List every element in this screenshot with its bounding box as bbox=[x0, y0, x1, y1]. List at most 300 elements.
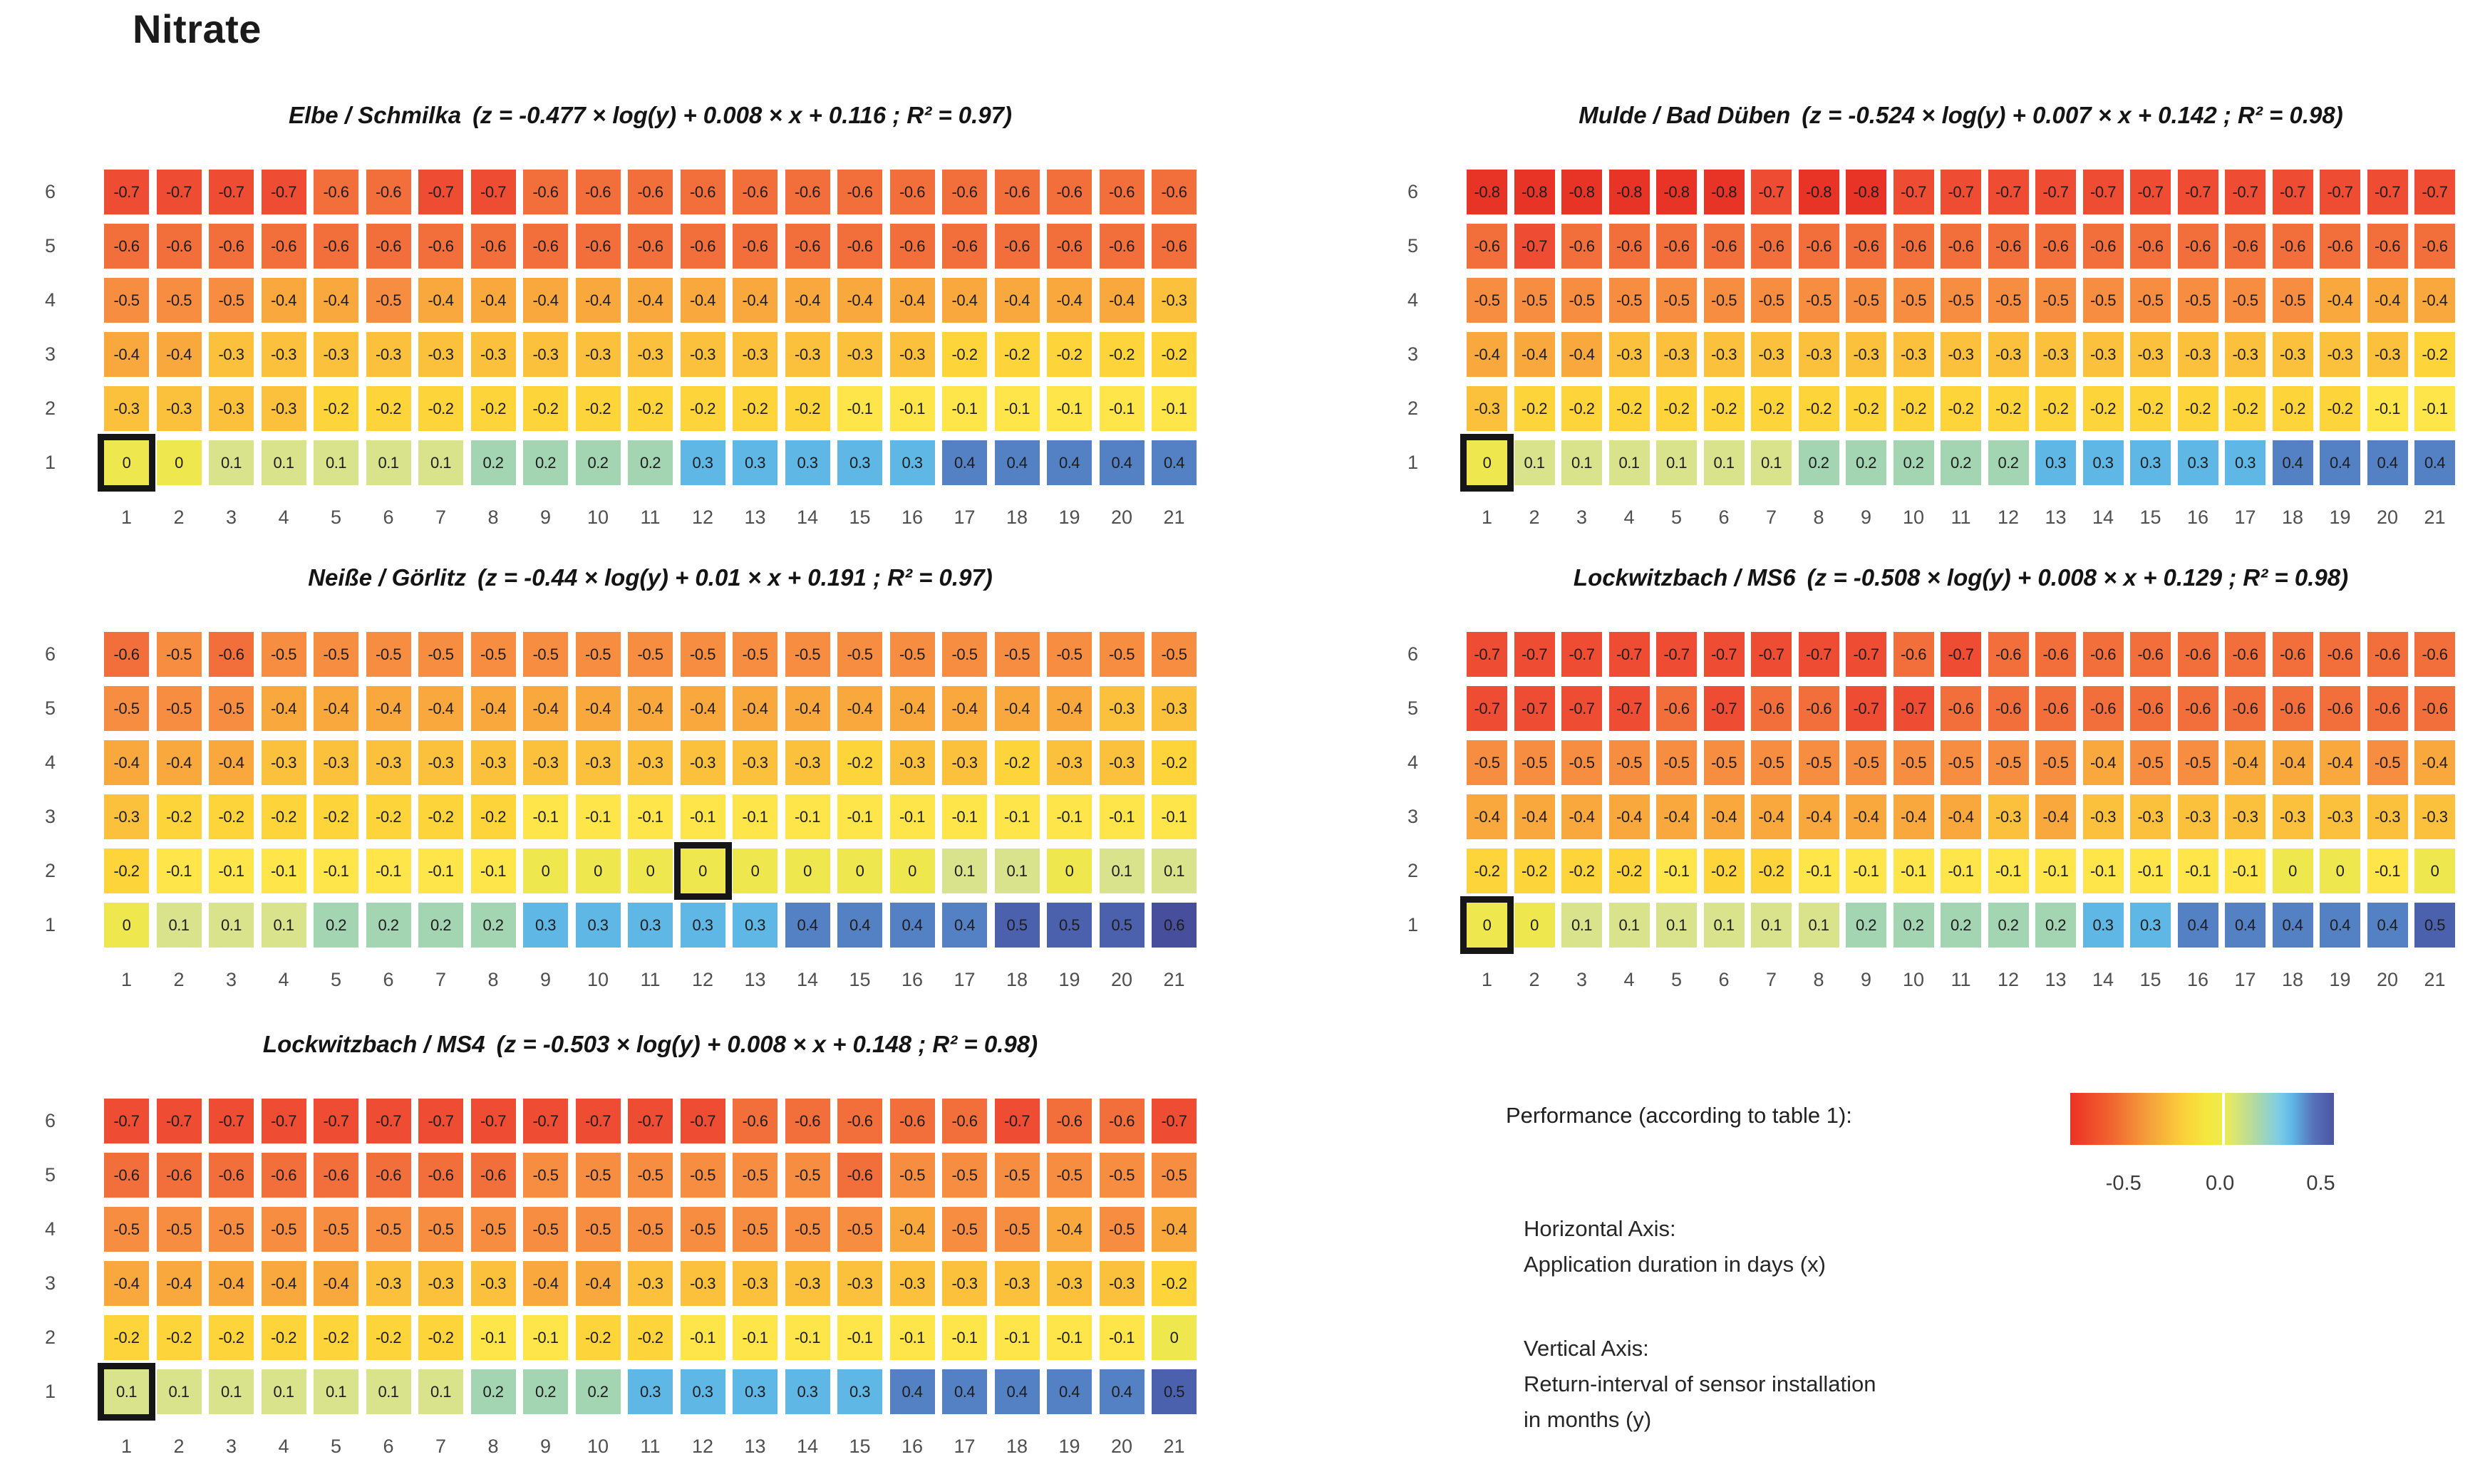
chart-title bbox=[104, 102, 1197, 129]
x-axis-tick: 17 bbox=[954, 969, 976, 990]
heatmap-cell: -0.3 bbox=[523, 332, 568, 377]
heatmap-cell: -0.6 bbox=[1988, 224, 2029, 269]
heatmap-cell: -0.3 bbox=[1100, 1261, 1145, 1306]
heatmap-cell: -0.3 bbox=[681, 1261, 725, 1306]
heatmap-cell: -0.3 bbox=[785, 332, 830, 377]
heatmap-cell: -0.2 bbox=[418, 794, 463, 839]
heatmap-cell: -0.2 bbox=[1561, 386, 1602, 431]
heatmap-cell: -0.6 bbox=[1467, 224, 1507, 269]
heatmap-cell: -0.1 bbox=[733, 1315, 777, 1360]
heatmap-cell: -0.5 bbox=[995, 1153, 1040, 1198]
heatmap-cell: -0.3 bbox=[785, 740, 830, 785]
heatmap-cell: 0.3 bbox=[681, 1369, 725, 1414]
vertical-axis-heading: Vertical Axis: bbox=[1524, 1336, 1649, 1361]
heatmap-cell: -0.3 bbox=[366, 1261, 411, 1306]
heatmap-cell: -0.3 bbox=[366, 332, 411, 377]
heatmap-cell: 0.4 bbox=[2320, 903, 2360, 948]
heatmap-cell: 0.1 bbox=[157, 903, 202, 948]
heatmap-cell: -0.7 bbox=[1656, 632, 1697, 677]
heatmap-cell: -0.6 bbox=[1100, 170, 1145, 214]
heatmap-cell: -0.7 bbox=[523, 1099, 568, 1143]
heatmap-cell: 0.4 bbox=[2367, 903, 2408, 948]
heatmap-cell: -0.6 bbox=[628, 170, 673, 214]
x-axis-tick: 13 bbox=[2045, 969, 2067, 990]
heatmap-cell: -0.3 bbox=[1941, 332, 1981, 377]
heatmap-cell: -0.6 bbox=[1751, 686, 1792, 731]
heatmap-cell: 0.1 bbox=[1799, 903, 1839, 948]
heatmap-cell: -0.6 bbox=[1561, 224, 1602, 269]
heatmap-cell: 0.1 bbox=[1561, 440, 1602, 485]
y-axis-tick: 3 bbox=[44, 343, 56, 365]
y-axis-tick: 1 bbox=[1407, 452, 1418, 473]
heatmap-cell: -0.7 bbox=[1846, 632, 1886, 677]
y-axis-tick: 3 bbox=[44, 806, 56, 827]
heatmap-cell: 0.1 bbox=[314, 1369, 358, 1414]
y-axis-tick: 2 bbox=[1407, 398, 1418, 419]
heatmap-cell: -0.2 bbox=[366, 794, 411, 839]
heatmap-cell: -0.6 bbox=[576, 170, 621, 214]
heatmap-cell: -0.6 bbox=[2367, 686, 2408, 731]
heatmap-cell: 0.1 bbox=[366, 440, 411, 485]
x-axis-tick: 15 bbox=[849, 969, 871, 990]
heatmap-cell: 0.3 bbox=[2130, 440, 2171, 485]
x-axis-tick: 15 bbox=[2139, 507, 2161, 528]
heatmap-cell: 0.2 bbox=[471, 1369, 516, 1414]
heatmap-cell: -0.6 bbox=[2273, 632, 2313, 677]
station-formula: (z = -0.44 × log(y) + 0.01 × x + 0.191 ; R² = 0.97) bbox=[477, 564, 993, 591]
x-axis-tick: 7 bbox=[435, 1436, 447, 1457]
heatmap-cell: -0.5 bbox=[733, 1207, 777, 1252]
heatmap-cell: -0.7 bbox=[1751, 170, 1792, 214]
heatmap-cell: 0 bbox=[733, 849, 777, 893]
heatmap-cell: -0.5 bbox=[1704, 278, 1745, 323]
heatmap-cell: -0.7 bbox=[1704, 632, 1745, 677]
x-axis-tick: 16 bbox=[901, 507, 924, 528]
heatmap-cell: -0.3 bbox=[2414, 794, 2455, 839]
heatmap-cell: -0.6 bbox=[523, 224, 568, 269]
heatmap-cell: -0.1 bbox=[785, 794, 830, 839]
heatmap-cell: -0.6 bbox=[2414, 632, 2455, 677]
heatmap-cell: -0.5 bbox=[1514, 740, 1555, 785]
x-axis-tick: 7 bbox=[1765, 507, 1777, 528]
heatmap-cell: 0.1 bbox=[1751, 903, 1792, 948]
x-axis-tick: 9 bbox=[539, 507, 552, 528]
heatmap-cell: -0.2 bbox=[785, 386, 830, 431]
heatmap-cell: -0.5 bbox=[628, 1207, 673, 1252]
x-axis-tick: 14 bbox=[2092, 969, 2114, 990]
heatmap-cell: -0.8 bbox=[1846, 170, 1886, 214]
heatmap-cell: 0.4 bbox=[785, 903, 830, 948]
heatmap-cell: -0.6 bbox=[2414, 224, 2455, 269]
heatmap-cell: -0.5 bbox=[1894, 278, 1934, 323]
heatmap-cell: 0.2 bbox=[471, 903, 516, 948]
heatmap-cell: 0.3 bbox=[2083, 440, 2124, 485]
heatmap-cell: -0.5 bbox=[1704, 740, 1745, 785]
heatmap-cell: -0.6 bbox=[2130, 686, 2171, 731]
heatmap-cell: 0.1 bbox=[157, 1369, 202, 1414]
heatmap-cell: -0.5 bbox=[942, 1207, 987, 1252]
x-axis-tick: 1 bbox=[120, 507, 133, 528]
heatmap-cell: -0.5 bbox=[418, 1207, 463, 1252]
heatmap-cell: -0.4 bbox=[1152, 1207, 1197, 1252]
heatmap-cell: -0.2 bbox=[576, 386, 621, 431]
station-name: Neiße / Görlitz bbox=[308, 564, 467, 591]
heatmap-cell: -0.7 bbox=[2035, 170, 2076, 214]
heatmap-cell: -0.2 bbox=[1609, 386, 1650, 431]
heatmap-cell: -0.2 bbox=[209, 1315, 254, 1360]
x-axis-tick: 21 bbox=[1163, 969, 1185, 990]
heatmap-cell: -0.7 bbox=[209, 170, 254, 214]
heatmap-cell: -0.4 bbox=[1799, 794, 1839, 839]
heatmap-cell: -0.3 bbox=[104, 794, 149, 839]
heatmap-cell: -0.5 bbox=[1846, 740, 1886, 785]
heatmap-cell: -0.6 bbox=[1894, 632, 1934, 677]
x-axis-tick: 21 bbox=[2424, 969, 2446, 990]
heatmap-cell: -0.4 bbox=[733, 686, 777, 731]
heatmap-cell: -0.6 bbox=[1609, 224, 1650, 269]
station-formula: (z = -0.524 × log(y) + 0.007 × x + 0.142 ; R² = 0.98) bbox=[1802, 102, 2343, 128]
y-axis-tick: 6 bbox=[44, 643, 56, 665]
heatmap-cell: -0.3 bbox=[1894, 332, 1934, 377]
station-name: Lockwitzbach / MS4 bbox=[262, 1031, 485, 1057]
heatmap-cell: -0.4 bbox=[837, 278, 882, 323]
heatmap-cell: -0.4 bbox=[2083, 740, 2124, 785]
heatmap-cell: -0.4 bbox=[890, 278, 935, 323]
heatmap-cell: -0.5 bbox=[1152, 632, 1197, 677]
heatmap-cell: -0.4 bbox=[1941, 794, 1981, 839]
heatmap-cell: -0.7 bbox=[1609, 686, 1650, 731]
heatmap-cell: -0.4 bbox=[1561, 794, 1602, 839]
heatmap-cell: -0.7 bbox=[1941, 632, 1981, 677]
heatmap-cell: -0.6 bbox=[837, 1153, 882, 1198]
heatmap-cell: -0.2 bbox=[681, 386, 725, 431]
legend-tick-label: -0.5 bbox=[2105, 1172, 2142, 1195]
x-axis-tick: 13 bbox=[744, 1436, 766, 1457]
heatmap-cell: 0.4 bbox=[1100, 440, 1145, 485]
heatmap-cell: -0.5 bbox=[785, 632, 830, 677]
heatmap-cell: -0.5 bbox=[1047, 632, 1092, 677]
heatmap-cell: -0.3 bbox=[209, 386, 254, 431]
heatmap-cell: 0 bbox=[523, 849, 568, 893]
heatmap-cell: -0.2 bbox=[995, 332, 1040, 377]
heatmap-cell: -0.5 bbox=[1100, 1207, 1145, 1252]
x-axis-tick: 19 bbox=[1058, 1436, 1080, 1457]
heatmap-cell: -0.6 bbox=[733, 1099, 777, 1143]
heatmap-cell: -0.1 bbox=[1100, 1315, 1145, 1360]
heatmap-cell: -0.5 bbox=[1561, 278, 1602, 323]
x-axis-tick: 19 bbox=[1058, 969, 1080, 990]
horizontal-axis-heading: Horizontal Axis: bbox=[1524, 1216, 1676, 1241]
heatmap-cell: -0.7 bbox=[2178, 170, 2218, 214]
heatmap-cell: -0.3 bbox=[209, 332, 254, 377]
heatmap-cell: -0.4 bbox=[2035, 794, 2076, 839]
heatmap-cell: -0.1 bbox=[1047, 1315, 1092, 1360]
x-axis-tick: 11 bbox=[640, 507, 661, 528]
heatmap-cell: 0.3 bbox=[628, 903, 673, 948]
heatmap-cell: -0.3 bbox=[366, 740, 411, 785]
heatmap-cell: -0.7 bbox=[1152, 1099, 1197, 1143]
heatmap-cell: 0.3 bbox=[837, 1369, 882, 1414]
heatmap-cell: 0.4 bbox=[2320, 440, 2360, 485]
heatmap-cell: -0.7 bbox=[1609, 632, 1650, 677]
heatmap-cell: -0.2 bbox=[733, 386, 777, 431]
heatmap-cell: -0.4 bbox=[418, 686, 463, 731]
heatmap-cell: -0.7 bbox=[314, 1099, 358, 1143]
heatmap-cell: -0.4 bbox=[209, 1261, 254, 1306]
heatmap-cell: -0.6 bbox=[1988, 632, 2029, 677]
heatmap-cell: -0.5 bbox=[2083, 278, 2124, 323]
heatmap-cell: -0.5 bbox=[681, 1207, 725, 1252]
heatmap-cell: -0.6 bbox=[262, 224, 306, 269]
heatmap-cell: -0.2 bbox=[1751, 386, 1792, 431]
vertical-axis-note bbox=[1524, 1331, 1876, 1438]
heatmap-cell: -0.2 bbox=[1704, 849, 1745, 893]
heatmap-cell: 0.1 bbox=[942, 849, 987, 893]
heatmap-cell: 0.2 bbox=[628, 440, 673, 485]
heatmap-cell: 0.2 bbox=[523, 1369, 568, 1414]
heatmap-cell: -0.7 bbox=[1799, 632, 1839, 677]
heatmap-cell: -0.2 bbox=[1846, 386, 1886, 431]
heatmap-cell: -0.3 bbox=[1656, 332, 1697, 377]
x-axis-tick: 20 bbox=[1110, 1436, 1133, 1457]
heatmap-cell: -0.6 bbox=[2414, 686, 2455, 731]
heatmap-cell: 0.1 bbox=[1704, 440, 1745, 485]
heatmap-cell: 0 bbox=[2273, 849, 2313, 893]
heatmap-cell: -0.7 bbox=[418, 170, 463, 214]
heatmap-cell: -0.6 bbox=[1656, 686, 1697, 731]
heatmap-cell: -0.7 bbox=[1894, 170, 1934, 214]
heatmap-cell: -0.5 bbox=[576, 1153, 621, 1198]
heatmap-cell: -0.4 bbox=[1514, 794, 1555, 839]
heatmap-cell: -0.7 bbox=[1514, 632, 1555, 677]
x-axis-tick: 9 bbox=[539, 969, 552, 990]
heatmap-cell: 0.3 bbox=[890, 440, 935, 485]
heatmap-cell: 0.4 bbox=[2367, 440, 2408, 485]
heatmap-cell: 0.1 bbox=[262, 903, 306, 948]
heatmap-cell: -0.7 bbox=[471, 170, 516, 214]
heatmap-cell: -0.6 bbox=[942, 170, 987, 214]
heatmap-cell: -0.3 bbox=[2320, 794, 2360, 839]
x-axis-tick: 11 bbox=[640, 1436, 661, 1457]
heatmap-cell: -0.3 bbox=[262, 332, 306, 377]
heatmap-cell: 0.5 bbox=[1047, 903, 1092, 948]
heatmap-cell: 0.3 bbox=[523, 903, 568, 948]
heatmap-cell: 0.4 bbox=[1152, 440, 1197, 485]
heatmap-cell: -0.1 bbox=[1656, 849, 1697, 893]
x-axis-tick: 7 bbox=[435, 507, 447, 528]
heatmap-cell: -0.3 bbox=[471, 332, 516, 377]
heatmap-cell: -0.3 bbox=[2320, 332, 2360, 377]
x-axis-tick: 14 bbox=[796, 969, 819, 990]
heatmap-cell: -0.2 bbox=[1751, 849, 1792, 893]
heatmap-cell: -0.1 bbox=[890, 794, 935, 839]
heatmap-cell: -0.2 bbox=[418, 1315, 463, 1360]
heatmap-cell: -0.3 bbox=[576, 740, 621, 785]
heatmap-cell: -0.6 bbox=[1799, 686, 1839, 731]
y-axis-tick: 5 bbox=[44, 697, 56, 719]
heatmap-cell: 0 bbox=[1514, 903, 1555, 948]
heatmap-cell: 0.2 bbox=[2035, 903, 2076, 948]
heatmap-cell: -0.2 bbox=[1152, 1261, 1197, 1306]
heatmap-cell: -0.1 bbox=[1100, 386, 1145, 431]
heatmap-cell: -0.7 bbox=[1467, 632, 1507, 677]
heatmap-cell: 0.1 bbox=[418, 1369, 463, 1414]
heatmap-cell: -0.7 bbox=[1467, 686, 1507, 731]
heatmap-cell: 0.2 bbox=[1941, 440, 1981, 485]
heatmap-cell: -0.7 bbox=[1561, 686, 1602, 731]
x-axis-tick: 14 bbox=[2092, 507, 2114, 528]
heatmap-cell: -0.2 bbox=[1100, 332, 1145, 377]
heatmap-cell: 0.1 bbox=[1656, 440, 1697, 485]
heatmap-cell: -0.8 bbox=[1704, 170, 1745, 214]
heatmap-cell: -0.7 bbox=[2320, 170, 2360, 214]
heatmap-cell: -0.5 bbox=[2225, 278, 2266, 323]
x-axis-tick: 1 bbox=[1481, 507, 1493, 528]
x-axis-tick: 12 bbox=[691, 969, 714, 990]
heatmap-cell: -0.5 bbox=[995, 632, 1040, 677]
y-axis-tick: 2 bbox=[44, 1327, 56, 1348]
heatmap-cell: -0.4 bbox=[1751, 794, 1792, 839]
heatmap-cell: -0.5 bbox=[209, 278, 254, 323]
heatmap-cell: -0.4 bbox=[890, 1207, 935, 1252]
heatmap-cell: 0 bbox=[104, 903, 149, 948]
heatmap-cell: -0.3 bbox=[890, 332, 935, 377]
heatmap-cell: -0.3 bbox=[1047, 740, 1092, 785]
heatmap-cell: 0.3 bbox=[733, 440, 777, 485]
x-axis-tick: 2 bbox=[1529, 969, 1540, 990]
heatmap-cell: -0.2 bbox=[995, 740, 1040, 785]
heatmap-cell: 0.3 bbox=[837, 440, 882, 485]
heatmap-cell: 0.2 bbox=[1894, 903, 1934, 948]
heatmap-cell: -0.3 bbox=[2130, 794, 2171, 839]
heatmap-cell: 0.2 bbox=[1846, 903, 1886, 948]
heatmap-cell: -0.1 bbox=[890, 386, 935, 431]
heatmap-cell: 0.1 bbox=[366, 1369, 411, 1414]
y-axis-tick: 5 bbox=[1407, 697, 1418, 719]
heatmap-cell: 0 bbox=[2414, 849, 2455, 893]
heatmap-cell: -0.3 bbox=[628, 1261, 673, 1306]
heatmap-cell: -0.3 bbox=[2273, 332, 2313, 377]
heatmap-cell: -0.2 bbox=[1561, 849, 1602, 893]
heatmap-cell: -0.2 bbox=[1894, 386, 1934, 431]
heatmap-cell: -0.5 bbox=[733, 1153, 777, 1198]
heatmap-cell: -0.6 bbox=[314, 224, 358, 269]
heatmap-cell: -0.6 bbox=[1152, 170, 1197, 214]
heatmap-cell: -0.2 bbox=[1609, 849, 1650, 893]
heatmap-cell: 0.4 bbox=[1047, 1369, 1092, 1414]
heatmap-cell: -0.5 bbox=[418, 632, 463, 677]
heatmap-cell: 0.4 bbox=[942, 440, 987, 485]
heatmap-cell: -0.3 bbox=[733, 740, 777, 785]
legend-tick-label: 0.5 bbox=[2306, 1172, 2335, 1195]
x-axis-tick: 3 bbox=[225, 507, 237, 528]
heatmap-cell: -0.6 bbox=[837, 1099, 882, 1143]
station-formula: (z = -0.508 × log(y) + 0.008 × x + 0.129 ; R² = 0.98) bbox=[1807, 564, 2349, 591]
x-axis-tick: 5 bbox=[330, 1436, 342, 1457]
heatmap-cell: -0.6 bbox=[2083, 632, 2124, 677]
heatmap-cell: -0.1 bbox=[2130, 849, 2171, 893]
heatmap-cell: -0.1 bbox=[1152, 386, 1197, 431]
heatmap-cell: -0.3 bbox=[1988, 332, 2029, 377]
heatmap-cell: -0.5 bbox=[1846, 278, 1886, 323]
heatmap-cell: -0.6 bbox=[890, 170, 935, 214]
heatmap-cell: -0.4 bbox=[314, 278, 358, 323]
heatmap-cell: -0.1 bbox=[1941, 849, 1981, 893]
heatmap-cell: -0.2 bbox=[314, 386, 358, 431]
heatmap-cell: 0.1 bbox=[262, 440, 306, 485]
heatmap-cell: -0.2 bbox=[942, 332, 987, 377]
heatmap-cell: -0.2 bbox=[262, 1315, 306, 1360]
highlighted-cell: 0 bbox=[1467, 903, 1507, 948]
heatmap-cell: -0.1 bbox=[1047, 794, 1092, 839]
heatmap-cell: -0.3 bbox=[2367, 332, 2408, 377]
heatmap-cell: -0.6 bbox=[733, 170, 777, 214]
x-axis-tick: 2 bbox=[173, 1436, 185, 1457]
heatmap-cell: 0.1 bbox=[1656, 903, 1697, 948]
heatmap-cell: -0.8 bbox=[1467, 170, 1507, 214]
heatmap-cell: -0.3 bbox=[681, 332, 725, 377]
heatmap-cell: 0.1 bbox=[1704, 903, 1745, 948]
heatmap-cell: -0.2 bbox=[576, 1315, 621, 1360]
heatmap-cell: -0.1 bbox=[942, 1315, 987, 1360]
heatmap-cell: -0.3 bbox=[2273, 794, 2313, 839]
heatmap-cell: -0.2 bbox=[2083, 386, 2124, 431]
heatmap-cell: -0.4 bbox=[1467, 332, 1507, 377]
heatmap-cell: -0.3 bbox=[733, 332, 777, 377]
heatmap-cell: -0.1 bbox=[2178, 849, 2218, 893]
x-axis-tick: 14 bbox=[796, 1436, 819, 1457]
heatmap-cell: -0.6 bbox=[1100, 224, 1145, 269]
heatmap-cell: -0.2 bbox=[628, 386, 673, 431]
heatmap-cell: -0.6 bbox=[157, 1153, 202, 1198]
chart-title bbox=[104, 1031, 1197, 1058]
x-axis-tick: 2 bbox=[173, 969, 185, 990]
gradient-zero-tick bbox=[2222, 1093, 2225, 1145]
heatmap-cell: 0.1 bbox=[1609, 440, 1650, 485]
x-axis-tick: 18 bbox=[2281, 507, 2304, 528]
heatmap-cell: -0.4 bbox=[681, 278, 725, 323]
x-axis-tick: 17 bbox=[2234, 507, 2256, 528]
heatmap-cell: -0.4 bbox=[1561, 332, 1602, 377]
heatmap-cell: -0.2 bbox=[471, 794, 516, 839]
heatmap-cell: -0.1 bbox=[262, 849, 306, 893]
heatmap-cell: -0.6 bbox=[2367, 632, 2408, 677]
heatmap-cell: -0.6 bbox=[104, 224, 149, 269]
x-axis-tick: 4 bbox=[278, 507, 289, 528]
heatmap-cell: -0.5 bbox=[157, 1207, 202, 1252]
heatmap-cell: -0.6 bbox=[785, 1099, 830, 1143]
heatmap-cell: -0.6 bbox=[1047, 170, 1092, 214]
heatmap-cell: -0.3 bbox=[1152, 278, 1197, 323]
x-axis-tick: 9 bbox=[1860, 969, 1872, 990]
heatmap-cell: 0.5 bbox=[1100, 903, 1145, 948]
heatmap-cell: -0.1 bbox=[837, 794, 882, 839]
heatmap-cell: -0.1 bbox=[523, 794, 568, 839]
heatmap-cell: -0.4 bbox=[576, 278, 621, 323]
heatmap-cell: 0.3 bbox=[2083, 903, 2124, 948]
heatmap-cell: -0.4 bbox=[1656, 794, 1697, 839]
heatmap-cell: -0.6 bbox=[1846, 224, 1886, 269]
heatmap-cell: -0.5 bbox=[2035, 278, 2076, 323]
heatmap-cell: 0.1 bbox=[262, 1369, 306, 1414]
heatmap-cell: -0.3 bbox=[1467, 386, 1507, 431]
heatmap-cell: 0.2 bbox=[1988, 903, 2029, 948]
x-axis-tick: 4 bbox=[1623, 507, 1635, 528]
heatmap-cell: 0 bbox=[2320, 849, 2360, 893]
heatmap-cell: 0.4 bbox=[2414, 440, 2455, 485]
heatmap-cell: -0.5 bbox=[471, 632, 516, 677]
heatmap-cell: -0.3 bbox=[262, 386, 306, 431]
